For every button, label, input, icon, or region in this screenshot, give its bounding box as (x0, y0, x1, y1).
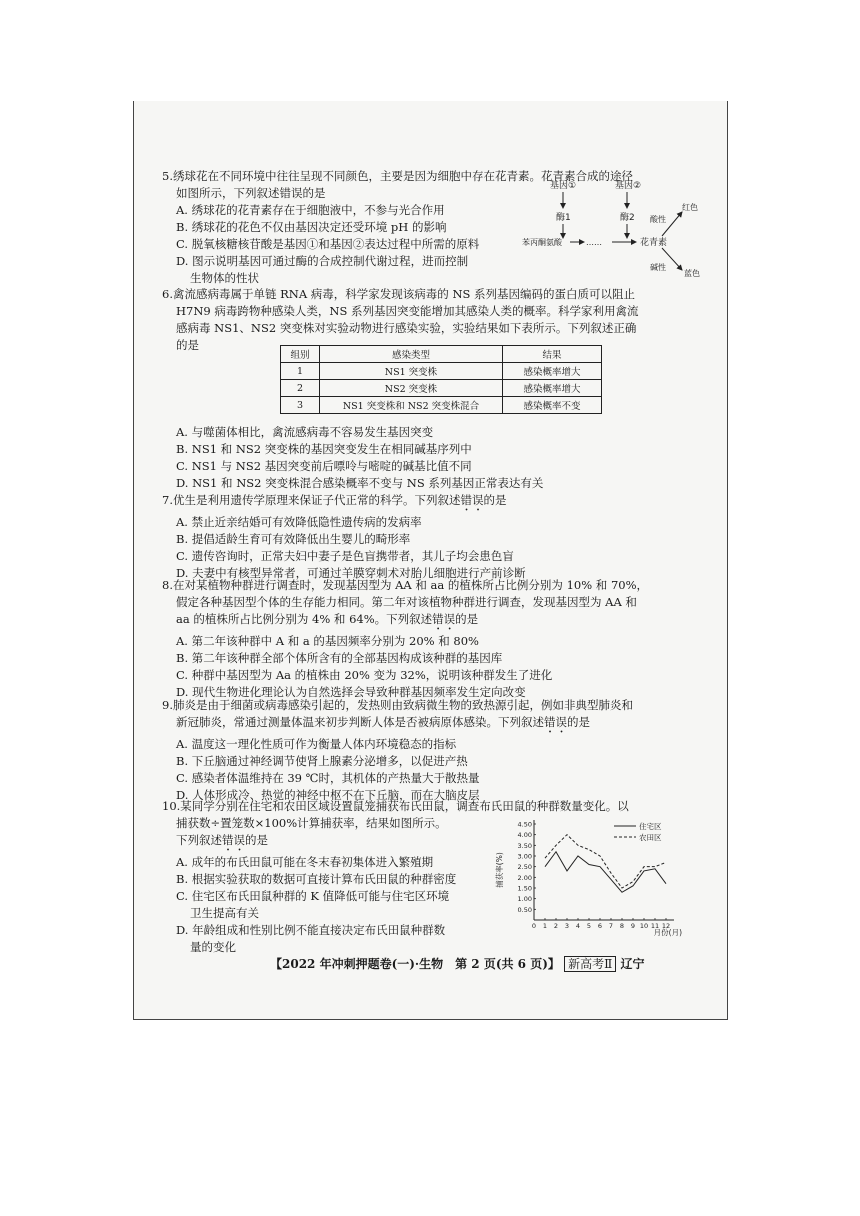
y-axis (518, 820, 536, 920)
y-tick-label: 1.50 (517, 884, 532, 893)
x-tick-label: 3 (564, 922, 570, 930)
x-tick-label: 2 (553, 922, 559, 930)
y-tick-label: 2.00 (517, 873, 532, 882)
q9-option-d: D. 人体形成冷、热觉的神经中枢不在下丘脑，而在大脑皮层 (176, 788, 480, 802)
q10-option-c-cont: 卫生提高有关 (190, 906, 259, 920)
footer-region: 辽宁 (620, 957, 645, 971)
product-label: 花青素 (640, 238, 668, 248)
x-axis-label: 月份(月) (653, 928, 682, 937)
x-tick-label: 12 (661, 922, 671, 930)
q10-option-b: B. 根据实验获取的数据可直接计算布氏田鼠的种群密度 (176, 872, 457, 886)
pathway-dots: …… (586, 238, 602, 247)
table-row (281, 363, 602, 380)
enzyme1-label: 酶1 (556, 213, 571, 223)
q5-option-b: B. 绣球花的花色不仅由基因决定还受环境 pH 的影响 (176, 220, 447, 234)
x-tick-label: 10 (639, 922, 649, 930)
q5-option-c: C. 脱氧核糖核苷酸是基因①和基因②表达过程中所需的原料 (176, 237, 480, 251)
q7-option-b: B. 提倡适龄生育可有效降低出生婴儿的畸形率 (176, 532, 411, 546)
q9-option-a: A. 温度这一理化性质可作为衡量人体内环境稳态的指标 (176, 737, 457, 751)
question-7 (162, 492, 697, 582)
table-header: 组别 (281, 346, 320, 363)
y-tick-label: 4.00 (517, 831, 532, 840)
q9-stem-line1: 9.肺炎是由于细菌或病毒感染引起的，发热则由致病微生物的致热源引起，例如非典型肺炎和 (162, 698, 633, 712)
gene2-label: 基因② (615, 181, 642, 191)
legend-label: 农田区 (639, 833, 662, 842)
table-header: 感染类型 (320, 346, 503, 363)
q6-option-b: B. NS1 和 NS2 突变株的基因突变发生在相同碱基序列中 (176, 442, 472, 456)
table-header: 结果 (503, 346, 602, 363)
substrate-label: 苯丙酮氨酸 (522, 238, 562, 247)
q8-emphasis: 错误 (432, 612, 456, 626)
q10-option-a: A. 成年的布氏田鼠可能在冬末春初集体进入繁殖期 (176, 855, 434, 869)
page-footer (270, 955, 720, 972)
q5-stem-line2: 如图所示，下列叙述错误的是 (176, 186, 326, 200)
x-tick-label: 4 (575, 922, 581, 930)
q10-option-c: C. 住宅区布氏田鼠种群的 K 值降低可能与住宅区环境 (176, 889, 450, 903)
acidic-label: 酸性 (650, 215, 666, 224)
blue-label: 蓝色 (684, 269, 700, 278)
table-header-row (281, 346, 602, 363)
footer-title: 【2022 年冲刺押题卷(一)·生物 第 2 页(共 6 页)】 (270, 957, 560, 971)
table-cell: 1 (281, 363, 320, 380)
x-tick-label: 1 (542, 922, 548, 930)
q8-stem-line2: 假定各种基因型个体的生存能力相同。第二年对该植物种群进行调查，发现基因型为 AA 和 (176, 595, 637, 609)
q6-option-d: D. NS1 和 NS2 突变株混合感染概率不变与 NS 系列基因正常表达有关 (176, 476, 544, 490)
q6-stem-line3: 感病毒 NS1、NS2 突变株对实验动物进行感染实验，实验结果如下表所示。下列叙述正确 (176, 321, 637, 335)
exam-type-badge: 新高考Ⅱ (564, 956, 616, 972)
q7-option-d: D. 夫妻中有核型异常者，可通过羊膜穿刺术对胎儿细胞进行产前诊断 (176, 566, 526, 580)
table-cell: 感染概率增大 (503, 380, 602, 397)
table-cell: 2 (281, 380, 320, 397)
table-cell: NS1 突变株 (320, 363, 503, 380)
q10-stem-line2: 捕获数÷置笼数×100%计算捕获率，结果如图所示。 (176, 816, 447, 830)
q7-emphasis: 错误 (460, 493, 484, 507)
q10-option-d-cont: 量的变化 (190, 940, 236, 954)
question-6 (162, 286, 697, 354)
q6-option-a: A. 与噬菌体相比，禽流感病毒不容易发生基因突变 (176, 425, 434, 439)
q10-emphasis: 错误 (222, 833, 245, 847)
gene1-label: 基因① (550, 181, 577, 191)
red-label: 红色 (682, 203, 698, 212)
y-axis-label: 捕获率(%) (495, 852, 504, 888)
q5-option-d: D. 图示说明基因可通过酶的合成控制代谢过程，进而控制 (176, 254, 469, 268)
y-tick-label: 3.50 (517, 841, 532, 850)
q6-results-table (280, 345, 602, 414)
q8-option-b: B. 第二年该种群全部个体所含有的全部基因构成该种群的基因库 (176, 651, 503, 665)
y-tick-label: 2.50 (517, 863, 532, 872)
q6-option-c: C. NS1 与 NS2 基因突变前后嘌呤与嘧啶的碱基比值不同 (176, 459, 472, 473)
q9-option-c: C. 感染者体温维持在 39 ℃时，其机体的产热量大于散热量 (176, 771, 480, 785)
series-lines (545, 835, 666, 893)
anthocyanin-pathway-diagram (520, 178, 710, 278)
q10-option-d: D. 年龄组成和性别比例不能直接决定布氏田鼠种群数 (176, 923, 446, 937)
q8-option-d: D. 现代生物进化理论认为自然选择会导致种群基因频率发生定向改变 (176, 685, 526, 699)
question-9 (162, 697, 697, 804)
q7-stem: 7.优生是利用遗传学原理来保证子代正常的科学。下列叙述错误的是 (162, 493, 507, 507)
table-cell: NS2 突变株 (320, 380, 503, 397)
series-line-2 (545, 835, 666, 888)
q7-option-a: A. 禁止近亲结婚可有效降低隐性遗传病的发病率 (176, 515, 422, 529)
q8-stem-line3: aa 的植株所占比例分别为 4% 和 64%。下列叙述错误的是 (176, 612, 479, 626)
series-line-1 (545, 852, 666, 893)
q8-stem-line1: 8.在对某植物种群进行调查时，发现基因型为 AA 和 aa 的植株所占比例分别为 10% 和 70%， (162, 578, 649, 592)
basic-label: 碱性 (650, 263, 666, 272)
x-tick-label: 8 (619, 922, 625, 930)
x-tick-label: 0 (531, 922, 537, 930)
x-tick-label: 9 (630, 922, 636, 930)
table-cell: NS1 突变株和 NS2 突变株混合 (320, 397, 503, 414)
q9-option-b: B. 下丘脑通过神经调节使肾上腺素分泌增多，以促进产热 (176, 754, 468, 768)
x-tick-label: 7 (608, 922, 614, 930)
y-tick-label: 1.00 (517, 895, 532, 904)
q5-option-d-cont: 生物体的性状 (190, 271, 259, 285)
q9-stem-line2: 新冠肺炎，常通过测量体温来初步判断人体是否被病原体感染。下列叙述错误的是 (176, 715, 590, 729)
q6-stem-line1: 6.禽流感病毒属于单链 RNA 病毒，科学家发现该病毒的 NS 系列基因编码的蛋白质可以阻止 (162, 287, 636, 301)
x-tick-label: 6 (597, 922, 603, 930)
y-tick-label: 3.00 (517, 852, 532, 861)
table-cell: 3 (281, 397, 320, 414)
table-cell: 感染概率增大 (503, 363, 602, 380)
table-row (281, 397, 602, 414)
q5-stem-line1: 5.绣球花在不同环境中往往呈现不同颜色，主要是因为细胞中存在花青素。花青素合成的途径 (162, 169, 633, 183)
capture-rate-chart (490, 812, 700, 937)
q8-option-c: C. 种群中基因型为 Aa 的植株由 20% 变为 32%，说明该种群发生了进化 (176, 668, 553, 682)
enzyme2-label: 酶2 (620, 213, 635, 223)
legend (614, 821, 662, 842)
q7-option-c: C. 遗传咨询时，正常夫妇中妻子是色盲携带者，其儿子均会患色盲 (176, 549, 514, 563)
legend-label: 住宅区 (639, 822, 662, 831)
table-row (281, 380, 602, 397)
table-cell: 感染概率不变 (503, 397, 602, 414)
q5-option-a: A. 绣球花的花青素存在于细胞液中，不参与光合作用 (176, 203, 445, 217)
question-8 (162, 577, 697, 701)
x-tick-label: 11 (650, 922, 660, 930)
q8-option-a: A. 第二年该种群中 A 和 a 的基因频率分别为 20% 和 80% (176, 634, 479, 648)
y-tick-label: 4.50 (517, 820, 532, 829)
x-tick-label: 5 (586, 922, 592, 930)
y-tick-label: 0.50 (517, 905, 532, 914)
q10-stem-line1: 10.某同学分别在住宅和农田区域设置鼠笼捕获布氏田鼠，调查布氏田鼠的种群数量变化。以 (162, 799, 629, 813)
q6-stem-line2: H7N9 病毒跨物种感染人类，NS 系列基因突变能增加其感染人类的概率。科学家利用禽流 (176, 304, 639, 318)
q9-emphasis: 错误 (544, 715, 567, 729)
question-6-options (162, 424, 697, 492)
q10-stem-line3: 下列叙述错误的是 (176, 833, 268, 847)
q6-stem-line4: 的是 (176, 338, 199, 352)
